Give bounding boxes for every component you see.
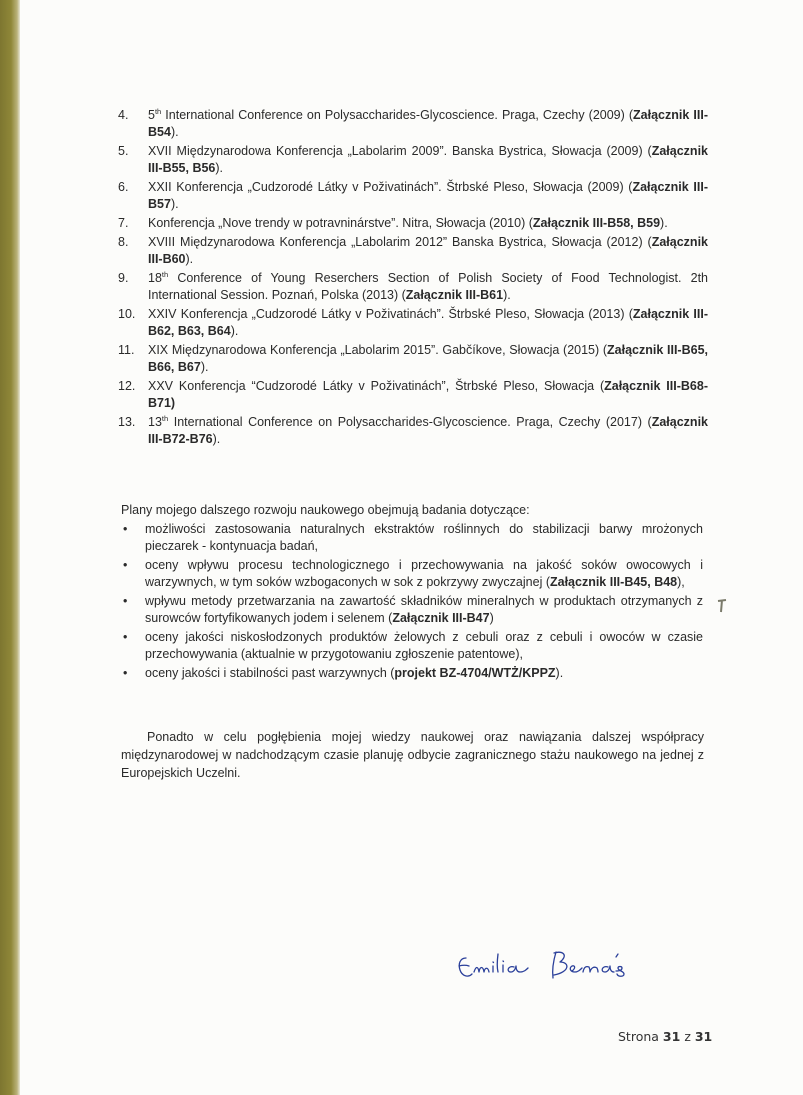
- trailing-punct: ).: [185, 252, 194, 266]
- scan-left-edge: [0, 0, 20, 1095]
- plan-text: oceny jakości i stabilności past warzywnych (: [145, 666, 395, 680]
- plans-list: [121, 521, 703, 682]
- attachment-ref: projekt BZ-4704/WTŻ/KPPZ: [394, 666, 556, 680]
- conference-text: XXII Konferencja „Cudzorodé Látky v Poživatinách”. Štrbské Pleso, Słowacja (2009) (: [148, 180, 633, 194]
- footer-page-number: 31: [662, 1029, 681, 1044]
- item-number: 13.: [118, 415, 136, 429]
- item-number: 11.: [118, 343, 135, 357]
- conference-item: [118, 414, 708, 448]
- trailing-punct: ).: [230, 324, 239, 338]
- plan-text: oceny jakości niskosłodzonych produktów żelowych z cebuli oraz z cebuli i owoców w czasie przechowywania (aktualnie w przygotowaniu zgłoszenie patentowe),: [145, 630, 703, 661]
- item-number: 6.: [118, 180, 129, 194]
- trailing-punct: ).: [215, 161, 224, 175]
- conference-item: [118, 215, 708, 232]
- attachment-ref: Załącznik III-B62, B63, B64: [148, 307, 708, 338]
- attachment-ref: Załącznik III-B45, B48: [549, 575, 678, 589]
- ordinal-suffix: th: [161, 413, 169, 423]
- item-number: 9.: [118, 271, 129, 285]
- conference-item: [118, 270, 708, 304]
- bullet-icon: •: [123, 594, 128, 608]
- plan-text: oceny wpływu procesu technologicznego i przechowywania na jakość soków owocowych i warzywnych, w tym soków wzbogaconych w sok z pokrzywy zwyczajnej (: [145, 558, 703, 589]
- conference-item: [118, 234, 708, 268]
- attachment-ref: Załącznik III-B47: [392, 611, 490, 625]
- trailing-punct: ),: [677, 575, 685, 589]
- plan-item: [121, 629, 703, 663]
- bullet-icon: •: [123, 558, 128, 572]
- conference-item: [118, 378, 708, 412]
- bullet-icon: •: [123, 522, 128, 536]
- bullet-icon: •: [123, 630, 128, 644]
- item-number: 12.: [118, 379, 136, 393]
- footer-label: Strona: [618, 1029, 659, 1044]
- item-number: 5.: [118, 144, 129, 158]
- conference-text: XVII Międzynarodowa Konferencja „Labolarim 2009”. Banska Bystrica, Słowacja (2009) (: [148, 144, 652, 158]
- conference-text: International Conference on Polysaccharides-Glycoscience. Praga, Czechy (2009) (: [161, 108, 634, 122]
- plan-item: [121, 521, 703, 555]
- attachment-ref: Załącznik III-B58, B59: [532, 216, 661, 230]
- footer-separator: z: [684, 1029, 691, 1044]
- trailing-punct: ): [489, 611, 494, 625]
- conference-text: Conference of Young Reserchers Section of Polish Society of Food Technologist. 2th International Session. Poznań, Polska (2013) (: [148, 271, 708, 302]
- trailing-punct: ).: [200, 360, 209, 374]
- plan-text: możliwości zastosowania naturalnych ekstraktów roślinnych do stabilizacji barwy mrożonych pieczarek - kontynuacja badań,: [145, 522, 703, 553]
- item-number: 10.: [118, 307, 136, 321]
- conference-item: [118, 107, 708, 141]
- attachment-ref: Załącznik III-B54: [148, 108, 708, 139]
- conference-item: [118, 306, 708, 340]
- attachment-ref: Załącznik III-B55, B56: [148, 144, 708, 175]
- conference-text: XXIV Konferencja „Cudzorodé Látky v Poživatinách”. Štrbské Pleso, Słowacja (2013) (: [148, 307, 633, 321]
- attachment-ref: Załącznik III-B72-B76: [148, 415, 708, 446]
- ordinal-suffix: th: [161, 269, 169, 279]
- attachment-ref: Załącznik III-B65, B66, B67: [148, 343, 708, 374]
- conference-text: XIX Międzynarodowa Konferencja „Labolarim 2015”. Gabčíkove, Słowacja (2015) (: [148, 343, 608, 357]
- trailing-punct: ).: [170, 125, 179, 139]
- trailing-punct: ).: [170, 197, 179, 211]
- attachment-ref: Załącznik III-B57: [148, 180, 708, 211]
- conference-item: [118, 179, 708, 213]
- item-number: 8.: [118, 235, 129, 249]
- plan-text: wpływu metody przetwarzania na zawartość składników mineralnych w produktach otrzymanych z surowców fortyfikowanych jodem i selenem (: [145, 594, 703, 625]
- attachment-ref: Załącznik III-B61: [405, 288, 504, 302]
- conference-text: Konferencja „Nove trendy w potravninárstve”. Nitra, Słowacja (2010) (: [148, 216, 533, 230]
- conference-text: International Conference on Polysaccharides-Glycoscience. Praga, Czechy (2017) (: [168, 415, 652, 429]
- plans-section: [121, 502, 703, 684]
- conference-text: XVIII Międzynarodowa Konferencja „Labolarim 2012” Banska Bystrica, Słowacja (2012) (: [148, 235, 652, 249]
- conference-item: [118, 143, 708, 177]
- handwritten-signature: [448, 938, 668, 998]
- plan-item: [121, 557, 703, 591]
- ordinal-number: 18: [148, 271, 162, 285]
- plan-item: [121, 665, 703, 682]
- conference-item: [118, 342, 708, 376]
- bullet-icon: •: [123, 666, 128, 680]
- attachment-ref: Załącznik III-B68-B71): [148, 379, 708, 410]
- footer-total-pages: 31: [694, 1029, 713, 1044]
- ordinal-suffix: th: [154, 106, 162, 116]
- plan-item: [121, 593, 703, 627]
- plans-intro: Plany mojego dalszego rozwoju naukowego obejmują badania dotyczące:: [121, 503, 530, 517]
- conference-text: XXV Konferencja “Cudzorodé Látky v Poživatinách”, Štrbské Pleso, Słowacja (: [148, 379, 605, 393]
- trailing-punct: ).: [660, 216, 668, 230]
- ordinal-number: 13: [148, 415, 162, 429]
- stray-pen-mark: [716, 598, 728, 614]
- attachment-ref: Załącznik III-B60: [148, 235, 708, 266]
- conference-list: [118, 107, 708, 450]
- page-footer: [618, 1029, 712, 1044]
- item-number: 7.: [118, 216, 129, 230]
- trailing-punct: ).: [212, 432, 221, 446]
- trailing-punct: ).: [555, 666, 564, 680]
- ordinal-number: 5: [148, 108, 155, 122]
- trailing-punct: ).: [503, 288, 511, 302]
- closing-paragraph: Ponadto w celu pogłębienia mojej wiedzy naukowej oraz nawiązania dalszej współpracy międzynarodowej w nadchodzącym czasie planuję odbycie zagranicznego stażu naukowego na jednej z Europejskich Uczelni.: [121, 730, 704, 780]
- item-number: 4.: [118, 108, 129, 122]
